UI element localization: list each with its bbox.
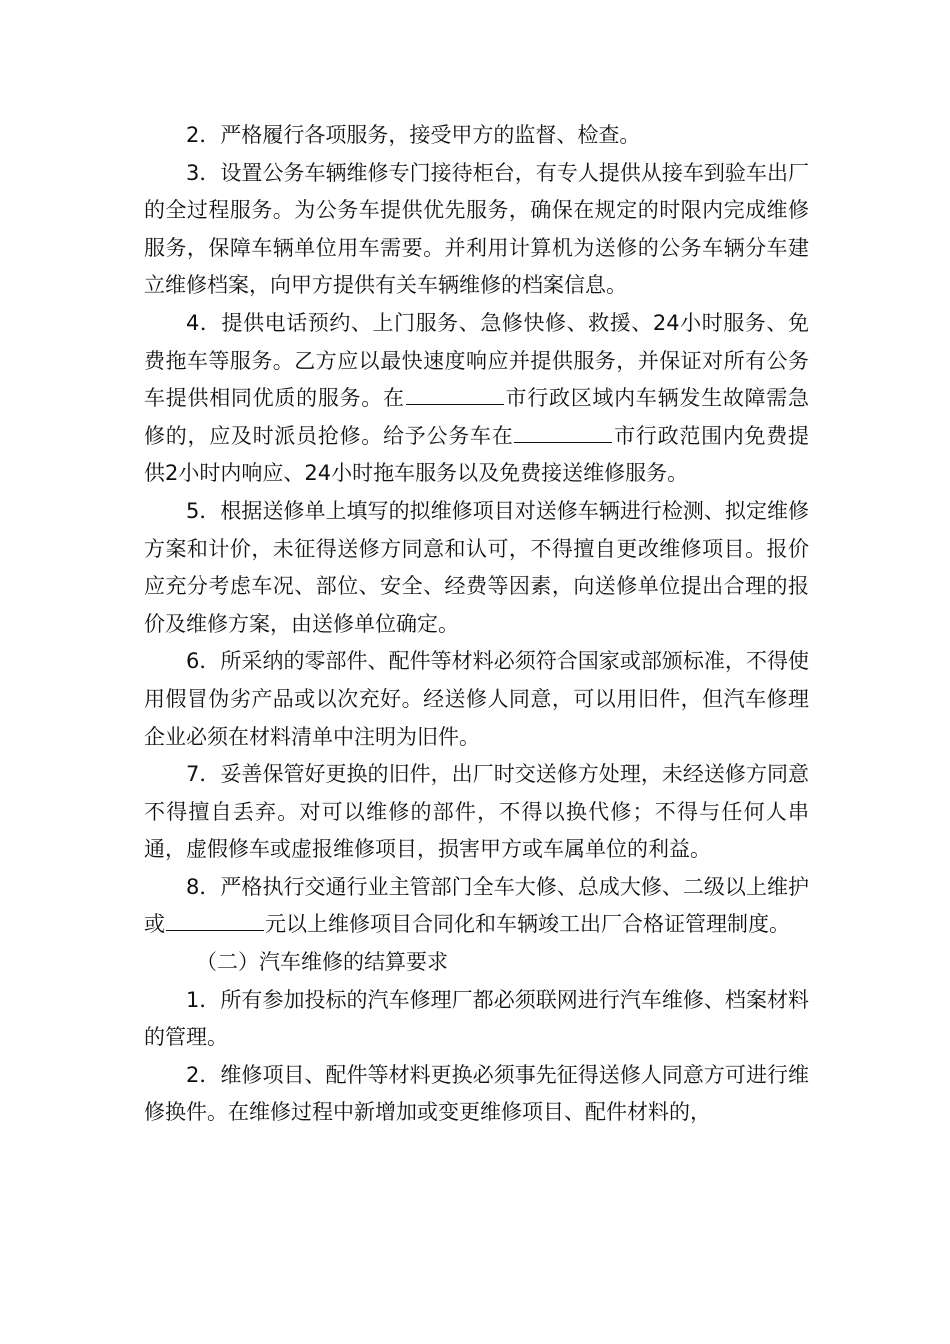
section-heading: [144, 944, 809, 982]
fill-in-blank: [166, 910, 264, 931]
paragraph-text: 7．妥善保管好更换的旧件，出厂时交送修方处理，未经送修方同意不得擅自丢弃。对可以维修的部件，不得以换代修；不得与任何人串通，虚假修车或虚报维修项目，损害甲方或车属单位的利益。: [144, 762, 809, 862]
paragraph-text-part: 元以上维修项目合同化和车辆竣工出厂合格证管理制度。: [265, 912, 790, 937]
paragraph-text: 2．严格履行各项服务，接受甲方的监督、检查。: [186, 123, 641, 147]
paragraph-text: 6．所采纳的零部件、配件等材料必须符合国家或部颁标准，不得使用假冒伪劣产品或以次充好。经送修人同意，可以用旧件，但汽车修理企业必须在材料清单中注明为旧件。: [144, 649, 809, 749]
fill-in-blank: [406, 384, 504, 405]
paragraph-text: 1．所有参加投标的汽车修理厂都必须联网进行汽车维修、档案材料的管理。: [144, 987, 809, 1050]
section-heading-text: （二）汽车维修的结算要求: [196, 950, 448, 975]
paragraph-item-7: [144, 756, 809, 869]
paragraph-item-8: [144, 869, 809, 944]
paragraph-text-part: 市行政范围内免费提供2小时内响应、24小时拖车服务以及免费接送维修服务。: [144, 423, 809, 486]
paragraph-item-3: [144, 155, 809, 305]
paragraph-item-4: [144, 305, 809, 493]
paragraph-text-part: 市行政区域内车辆发生故障需急修的，应及时派员抢修。给予公务车在: [144, 386, 810, 448]
fill-in-blank: [514, 422, 612, 443]
paragraph-text: 2．维修项目、配件等材料更换必须事先征得送修人同意方可进行维修换件。在维修过程中新增加或变更维修项目、配件材料的，: [144, 1062, 809, 1125]
paragraph-item-6: [144, 643, 809, 756]
paragraph-text: 3．设置公务车辆维修专门接待柜台，有专人提供从接车到验车出厂的全过程服务。为公务车提供优先服务，确保在规定的时限内完成维修服务，保障车辆单位用车需要。并利用计算机为送修的公务车辆分车建立维修档案，向甲方提供有关车辆维修的档案信息。: [144, 160, 809, 298]
paragraph-text-part: 4．提供电话预约、上门服务、急修快修、救援、24小时服务、免费拖车等服务。乙方应以最快速度响应并提供服务，并保证对所有公务车提供相同优质的服务。在: [144, 310, 809, 411]
paragraph-item-5: [144, 493, 809, 643]
paragraph-item-2: [144, 117, 809, 155]
paragraph-text-part: 8．严格执行交通行业主管部门全车大修、总成大修、二级以上维护或: [144, 874, 809, 937]
document-body: [144, 117, 809, 1132]
paragraph-text: 5．根据送修单上填写的拟维修项目对送修车辆进行检测、拟定维修方案和计价，未征得送修方同意和认可，不得擅自更改维修项目。报价应充分考虑车况、部位、安全、经费等因素，向送修单位提出合理的报价及维修方案，由送修单位确定。: [144, 498, 809, 636]
paragraph-item-settlement-2: [144, 1057, 809, 1132]
paragraph-item-settlement-1: [144, 982, 809, 1057]
